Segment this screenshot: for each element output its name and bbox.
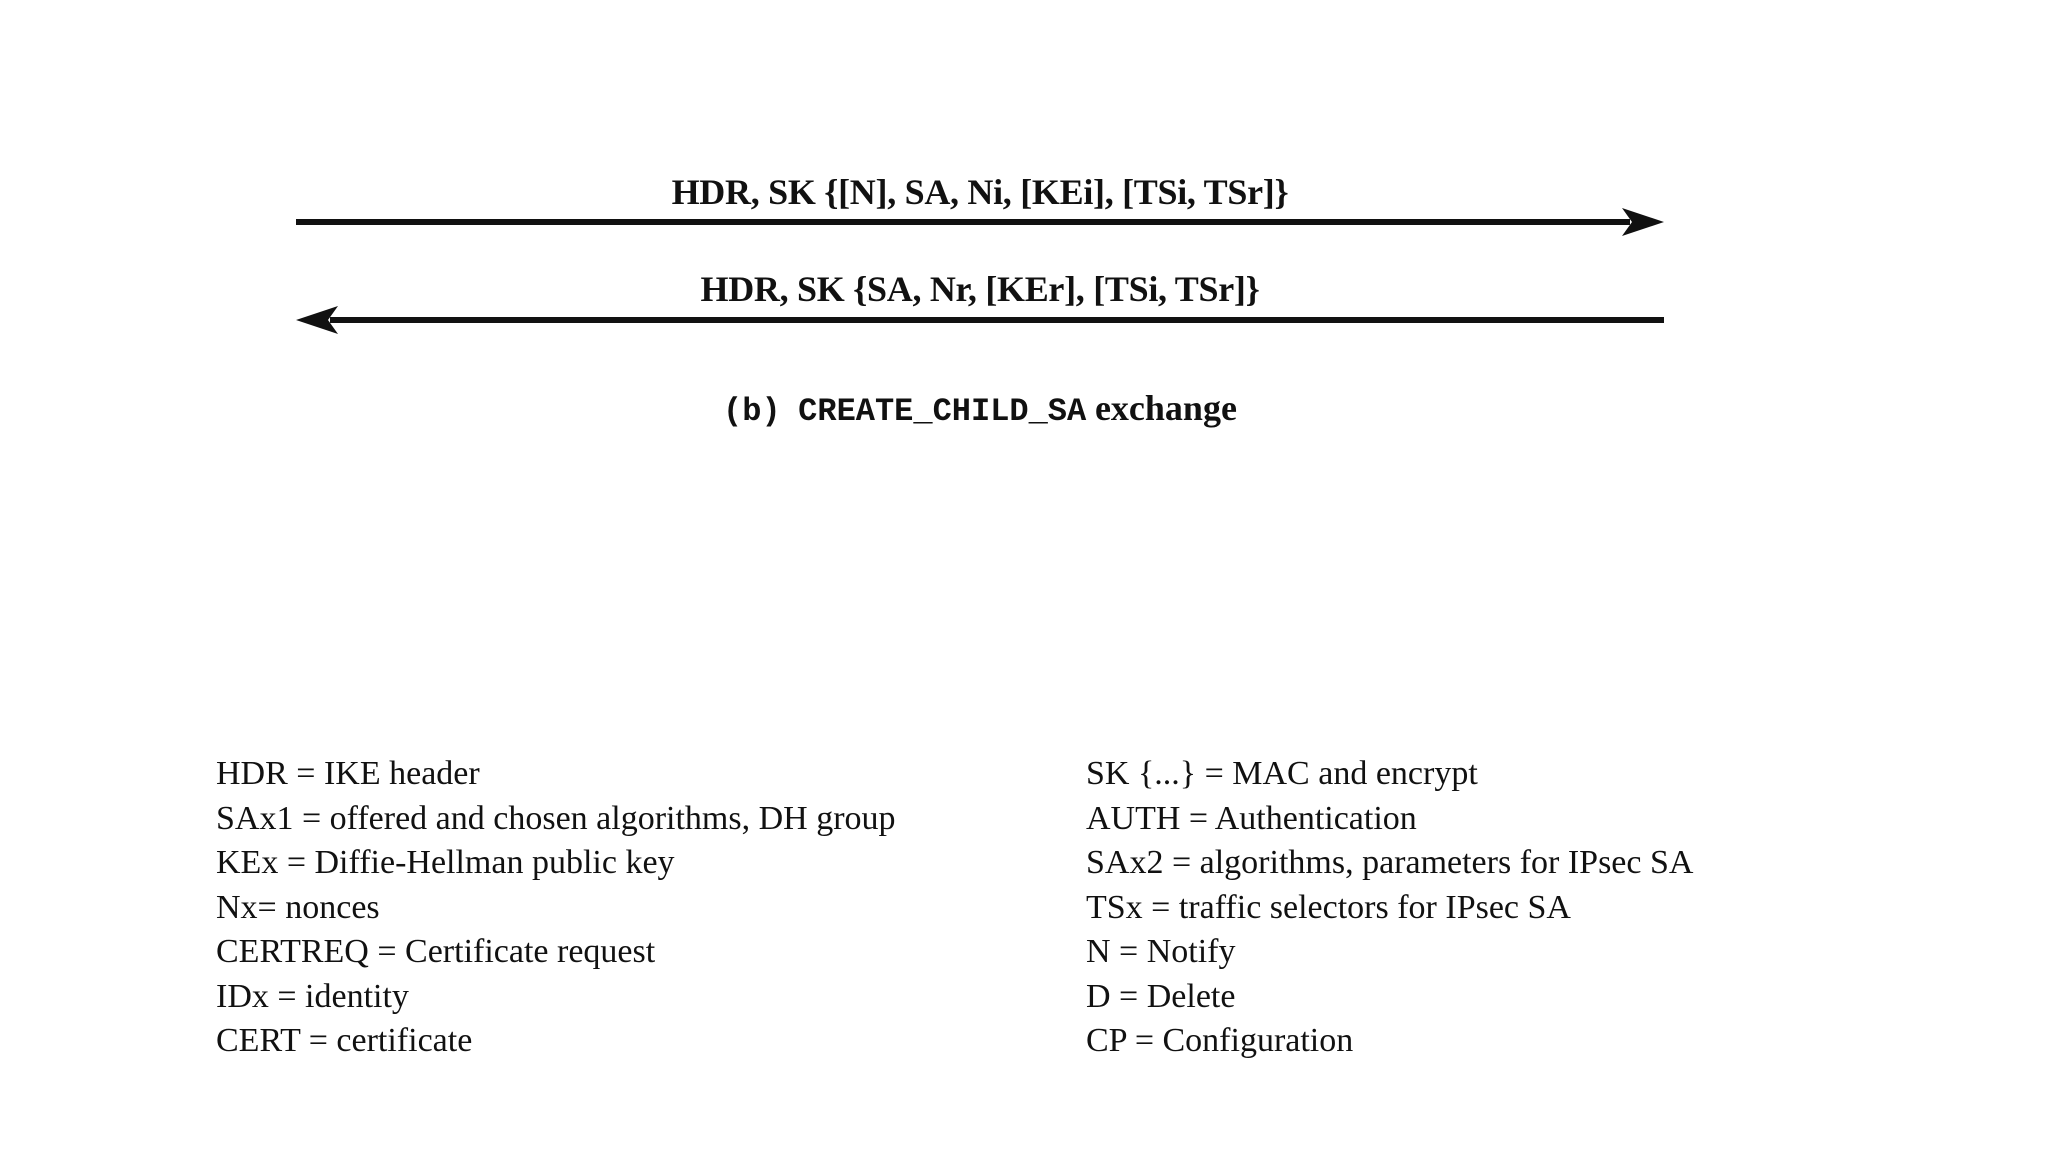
legend-item: TSx = traffic selectors for IPsec SA bbox=[1086, 888, 1571, 926]
legend-item: IDx = identity bbox=[216, 977, 409, 1015]
legend-right-column bbox=[1086, 752, 1693, 1064]
legend-item: CERT = certificate bbox=[216, 1022, 473, 1059]
caption-label: (b) bbox=[723, 393, 781, 430]
legend-item: CP = Configuration bbox=[1086, 1022, 1354, 1059]
message-2-label: HDR, SK {SA, Nr, [KEr], [TSi, TSr]} bbox=[700, 269, 1260, 309]
legend-item: HDR = IKE header bbox=[216, 755, 480, 792]
legend-item: N = Notify bbox=[1086, 933, 1236, 970]
legend-left-column bbox=[216, 752, 896, 1064]
legend-item: SK {...} = MAC and encrypt bbox=[1086, 755, 1478, 792]
legend-item: CERTREQ = Certificate request bbox=[216, 933, 656, 970]
legend-item: SAx2 = algorithms, parameters for IPsec SA bbox=[1086, 844, 1694, 881]
figure-caption bbox=[296, 386, 1664, 434]
caption-suffix: exchange bbox=[1094, 388, 1237, 428]
legend-item: KEx = Diffie-Hellman public key bbox=[216, 844, 675, 881]
legend-item: SAx1 = offered and chosen algorithms, DH group bbox=[216, 799, 896, 837]
legend-item: Nx= nonces bbox=[216, 888, 380, 926]
caption-exchange-name: CREATE_CHILD_SA bbox=[798, 393, 1087, 430]
legend-item: AUTH = Authentication bbox=[1086, 799, 1417, 837]
message-1-label: HDR, SK {[N], SA, Ni, [KEi], [TSi, TSr]} bbox=[671, 172, 1289, 212]
legend-item: D = Delete bbox=[1086, 977, 1236, 1015]
